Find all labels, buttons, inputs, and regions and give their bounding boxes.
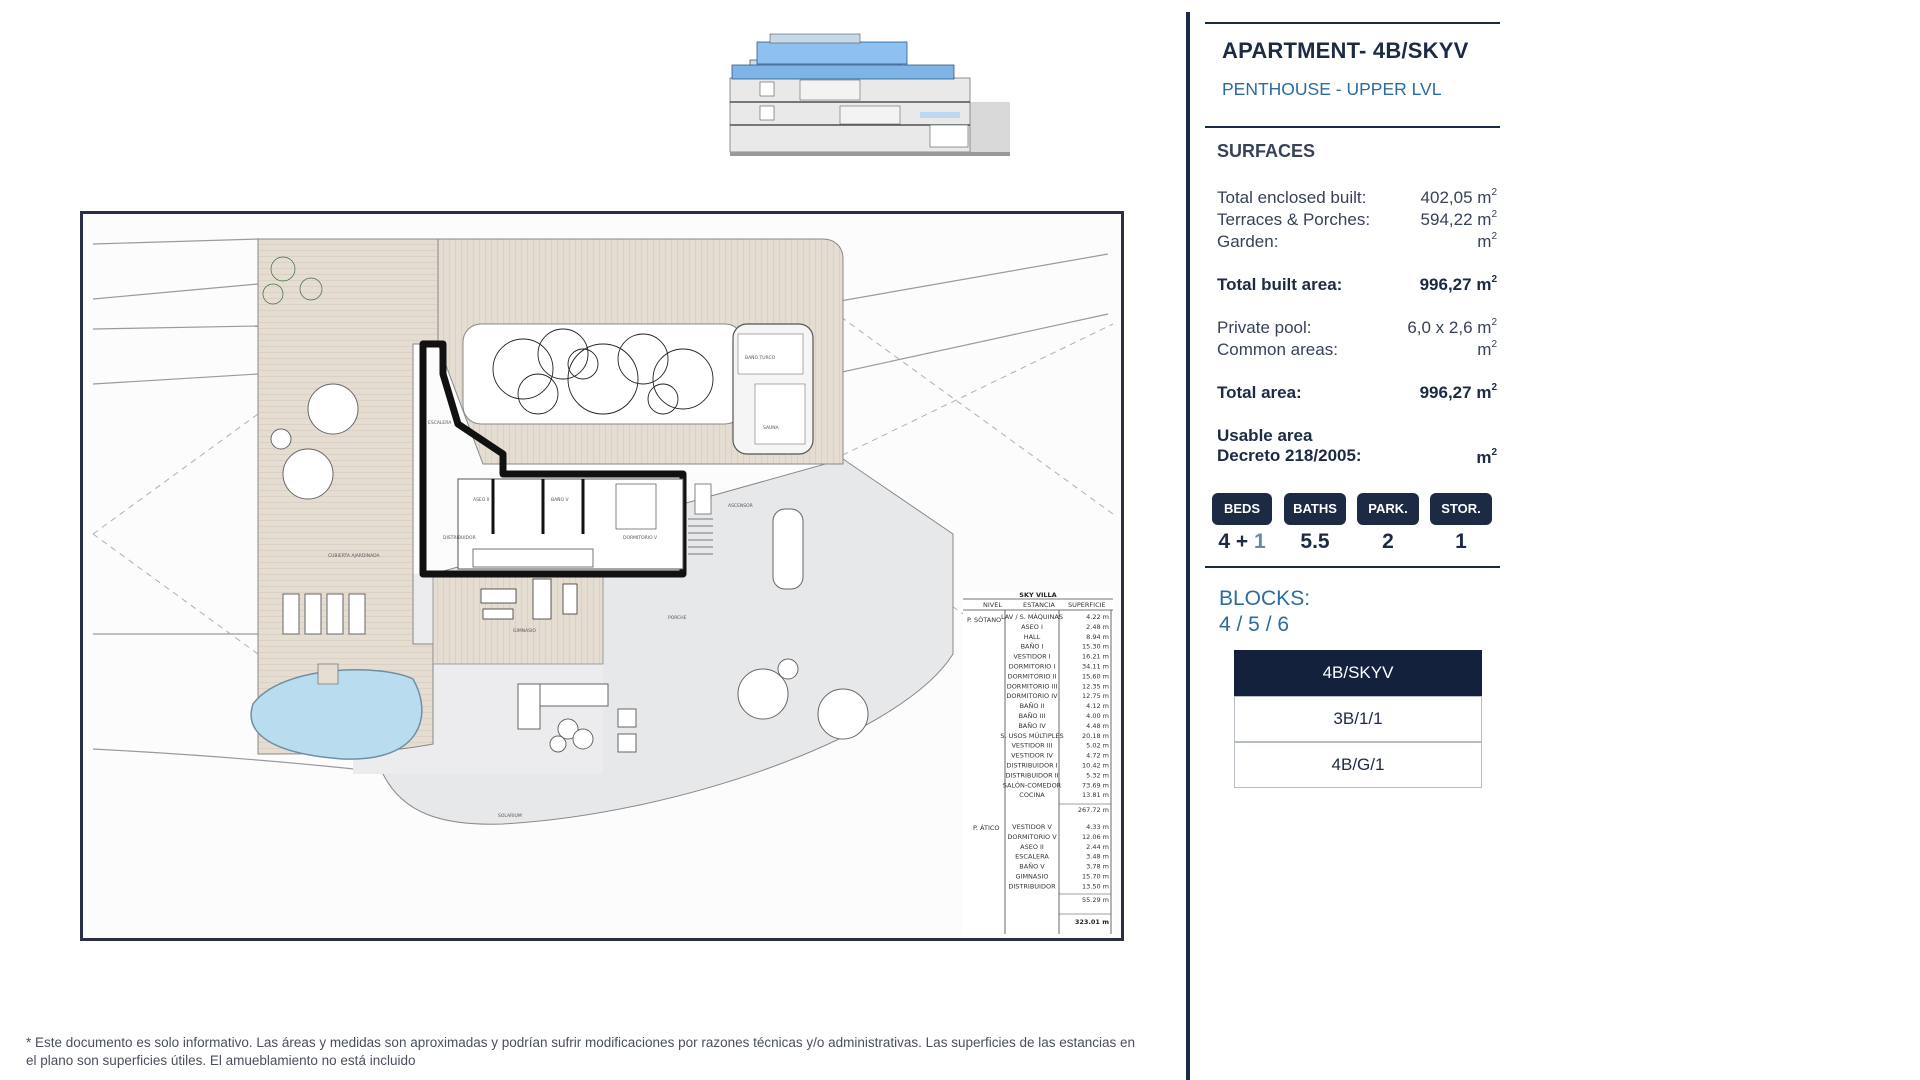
row-label: Total enclosed built: [1217, 188, 1367, 207]
table-cell-room: LAV / S. MÁQUINAS [1001, 613, 1063, 621]
table-cell-room: GIMNASIO [1015, 872, 1049, 881]
unit-option-3b-1-1[interactable]: 3B/1/1 [1234, 696, 1482, 742]
table-cell-room: BAÑO IV [1018, 721, 1046, 730]
table-cell-area: 2.48 m [1086, 622, 1109, 631]
table-level-atico: P. ÁTICO [973, 824, 1000, 832]
label-dormitorio: DORMITORIO V [623, 536, 658, 541]
table-cell-room: DORMITORIO II [1007, 672, 1057, 681]
row-value: $m^2$ [1476, 447, 1497, 467]
row-common-areas [1217, 340, 1497, 362]
parking-value: 2 [1382, 530, 1394, 553]
label-gimnasio: GIMNASIO [513, 629, 536, 634]
label-sauna: SAUNA [763, 426, 779, 431]
table-cell-area: 3.48 m [1086, 852, 1109, 861]
table-total-atico: 55.29 m [1081, 896, 1109, 904]
table-cell-area: 5.32 m [1086, 771, 1109, 780]
row-total-area [1217, 383, 1497, 405]
table-header-estancia: ESTANCIA [1023, 601, 1055, 609]
table-cell-room: ASEO I [1021, 622, 1043, 631]
label-bano-turco: BAÑO TURCO [745, 356, 776, 361]
table-cell-room: S. USOS MÚLTIPLES [1000, 731, 1064, 740]
row-value: 594,22 $m^2$ [1420, 209, 1497, 229]
label-porche: PORCHE [668, 616, 687, 621]
table-cell-room: DISTRIBUIDOR [1008, 882, 1056, 891]
blocks-heading: BLOCKS: [1219, 587, 1311, 610]
row-value: 996,27 $m^2$ [1419, 382, 1497, 402]
table-cell-area: 34.11 m [1081, 662, 1109, 671]
label-escalera: ESCALERA [428, 421, 452, 426]
table-cell-room: SALÓN-COMEDOR [1002, 781, 1062, 790]
table-cell-room: VESTIDOR I [1013, 652, 1051, 661]
table-cell-room: VESTIDOR III [1011, 741, 1053, 750]
table-cell-room: BAÑO II [1019, 702, 1045, 711]
table-cell-room: ASEO II [1020, 842, 1044, 851]
table-cell-room: DISTRIBUIDOR II [1005, 771, 1059, 780]
surfaces-table [963, 591, 1113, 938]
row-total-enclosed [1217, 188, 1497, 210]
unit-option-4b-g-1[interactable]: 4B/G/1 [1234, 742, 1482, 788]
floor-plan [80, 211, 1124, 941]
table-cell-area: 4.22 m [1086, 613, 1109, 621]
surfaces-heading: SURFACES [1217, 141, 1316, 161]
table-header-nivel: NIVEL [983, 601, 1002, 609]
table-cell-area: 12.35 m [1081, 682, 1109, 691]
beds-value: 4 + 1 [1218, 530, 1266, 553]
storage-value: 1 [1455, 530, 1467, 553]
table-cell-room: DORMITORIO III [1006, 682, 1058, 691]
divider-features [1205, 566, 1500, 568]
table-cell-area: 4.72 m [1086, 751, 1109, 760]
table-cell-area: 2.44 m [1086, 842, 1109, 851]
table-cell-room: DISTRIBUIDOR I [1006, 761, 1058, 770]
row-label: Private pool: [1217, 318, 1312, 337]
table-cell-area: 12.75 m [1081, 692, 1109, 701]
row-label: Common areas: [1217, 340, 1338, 359]
table-cell-area: 4.00 m [1086, 712, 1109, 720]
beds-badge: BEDS [1212, 493, 1272, 525]
row-value: $m^2$ [1477, 231, 1497, 251]
table-cell-room: VESTIDOR IV [1011, 751, 1053, 760]
table-cell-area: 4.48 m [1086, 721, 1109, 730]
table-cell-area: 15.60 m [1081, 672, 1109, 681]
table-cell-area: 8.94 m [1086, 632, 1109, 641]
table-cell-area: 15.70 m [1081, 872, 1109, 881]
baths-value: 5.5 [1300, 530, 1330, 553]
table-level-sotano: P. SÓTANO [967, 616, 1002, 624]
label-cubierta: CUBIERTA AJARDINADA [328, 554, 380, 559]
label-aseo: ASEO II [473, 498, 490, 503]
table-cell-area: 13.81 m [1081, 791, 1109, 800]
parking-badge: PARK. [1357, 493, 1419, 525]
table-cell-room: DORMITORIO I [1008, 662, 1056, 671]
table-header-superficie: SUPERFICIE [1068, 601, 1106, 609]
table-cell-area: 3.78 m [1086, 862, 1109, 871]
table-cell-room: COCINA [1019, 791, 1045, 800]
blocks-values: 4 / 5 / 6 [1219, 613, 1290, 636]
apartment-title: APARTMENT- 4B/SKYV [1222, 38, 1469, 63]
table-title: SKY VILLA [1019, 591, 1057, 599]
table-cell-room: BAÑO III [1018, 712, 1046, 720]
row-value: 402,05 $m^2$ [1420, 187, 1497, 207]
table-cell-area: 73.69 m [1081, 781, 1109, 790]
storage-badge: STOR. [1430, 493, 1492, 525]
row-garden [1217, 232, 1497, 254]
label-distribuidor: DISTRIBUIDOR [443, 536, 476, 541]
unit-option-4b-skyv[interactable]: 4B/SKYV [1234, 650, 1482, 696]
section-elevation-drawing [720, 30, 1010, 158]
table-cell-room: DORMITORIO IV [1006, 692, 1058, 701]
table-total-sotano: 267.72 m [1077, 806, 1109, 814]
label-bano: BAÑO V [551, 498, 569, 503]
label-solarium: SOLARIUM [498, 814, 522, 819]
table-cell-room: HALL [1023, 632, 1041, 641]
floor-plan-drawing [83, 214, 1121, 938]
row-value: 996,27 $m^2$ [1419, 274, 1497, 294]
row-label: Total built area: [1217, 275, 1343, 294]
row-label: Terraces & Porches: [1217, 210, 1371, 229]
apartment-subtitle: PENTHOUSE - UPPER LVL [1222, 79, 1442, 99]
panel-divider [1186, 12, 1190, 1080]
table-cell-room: DORMITORIO V [1007, 832, 1057, 841]
row-usable-area [1217, 426, 1497, 470]
row-terraces [1217, 210, 1497, 232]
table-cell-area: 4.33 m [1086, 823, 1109, 831]
label-ascensor: ASCENSOR [728, 504, 753, 509]
row-label: Total area: [1217, 383, 1302, 402]
row-private-pool [1217, 318, 1497, 340]
table-cell-area: 13.50 m [1081, 882, 1109, 891]
row-total-built [1217, 275, 1497, 297]
table-cell-area: 20.18 m [1081, 731, 1109, 740]
row-value: $m^2$ [1477, 339, 1497, 359]
table-cell-area: 15.30 m [1081, 642, 1109, 651]
disclaimer-note: * Este documento es solo informativo. Las áreas y medidas son aproximadas y podrían sufrir modificaciones por razones técnicas y/o administrativas. Las superficies de las estancias en el plano son superficies útiles. El amueblamiento no está incluido [26, 1035, 1136, 1068]
table-grand-total: 323.01 m [1074, 918, 1109, 926]
table-cell-area: 10.42 m [1081, 761, 1109, 770]
table-cell-area: 16.21 m [1081, 652, 1109, 661]
divider-header [1205, 126, 1500, 128]
baths-badge: BATHS [1284, 493, 1346, 525]
row-label: Usable area Decreto 218/2005: [1217, 426, 1362, 465]
row-value: 6,0 x 2,6 $m^2$ [1407, 317, 1497, 337]
table-cell-room: ESCALERA [1015, 852, 1049, 861]
table-cell-area: 4.12 m [1086, 702, 1109, 711]
table-cell-area: 12.06 m [1081, 832, 1109, 841]
table-cell-room: BAÑO V [1019, 862, 1045, 871]
table-cell-area: 5.02 m [1086, 741, 1109, 750]
table-cell-room: VESTIDOR V [1012, 823, 1052, 831]
table-cell-room: BAÑO I [1020, 642, 1044, 651]
row-label: Garden: [1217, 232, 1279, 251]
divider-top [1205, 22, 1500, 24]
